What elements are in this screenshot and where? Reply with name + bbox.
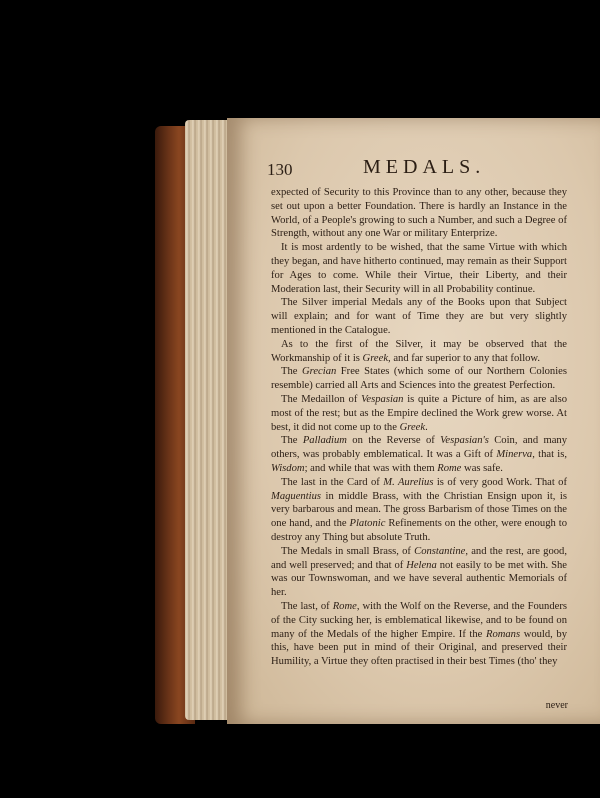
italic-text: Grecian: [301, 366, 337, 378]
italic-text: Maguentius: [271, 490, 322, 502]
text-run: expected of Security to this Province than to any other, because they set out upon a better Foundation. There is hardly an Instance in the World, of a People's growing to such a Number, and such a Degree of Strength, without any one War or military Enterprize.: [271, 187, 567, 240]
text-run: would, by this, have been put in mind of their Original, and preserved their Humility, a Virtue they often practised in their best Times (tho' they: [271, 628, 567, 668]
text-run: The Medals in small Brass, of: [281, 545, 415, 557]
text-run: The Silver imperial Medals any of the Books upon that Subject will explain; and for want of Time they are but very slightly mentioned in the Catalogue.: [271, 297, 567, 336]
italic-text: Rome: [332, 600, 357, 612]
italic-text: Palladium: [302, 435, 347, 447]
italic-text: Wisdom: [271, 462, 305, 474]
italic-text: Greek: [362, 352, 389, 364]
text-run: The last, of: [281, 600, 333, 612]
page-body-text: [271, 186, 567, 669]
page-number: 130: [267, 160, 293, 179]
page-header: [267, 156, 570, 184]
italic-text: M. Aurelius: [383, 476, 434, 488]
text-run: , with the Wolf on the Reverse, and the Founders of the City sucking her, is emblematical likewise, and to be found on many of the Medals of the higher Empire. If the: [271, 600, 567, 640]
paragraph: [271, 600, 567, 669]
italic-text: Platonic: [349, 518, 386, 530]
running-title: MEDALS.: [363, 156, 486, 178]
paragraph: [271, 186, 567, 241]
italic-text: Romans: [485, 628, 521, 640]
text-run: Refinements on the other, were enough to destroy any Thing but absolute Truth.: [271, 518, 567, 543]
text-run: The: [281, 435, 303, 447]
catchword: never: [545, 700, 568, 711]
text-run: The Medaillon of: [281, 393, 362, 405]
text-run: in middle Brass, with the Christian Ensign upon it, is very barbarous and mean. The gross Barbarism of those Times on the one hand, and the: [271, 490, 567, 530]
text-run: was safe.: [461, 462, 503, 474]
italic-text: Minerva: [496, 449, 533, 461]
text-run: Coin, and many others, was probably emblematical. It was a Gift of: [271, 435, 567, 461]
text-run: As to the first of the Silver, it may be observed that the Workmanship of it is: [271, 338, 567, 364]
paragraph: [271, 434, 567, 475]
italic-text: Rome: [437, 462, 462, 474]
paragraph: [271, 476, 567, 545]
text-run: Free States (which some of our Northern Colonies resemble) carried all Arts and Sciences into the greatest Perfection.: [271, 366, 567, 392]
text-run: , that is,: [532, 449, 567, 461]
paragraph: [271, 241, 567, 296]
italic-text: Greek: [399, 421, 426, 433]
text-run: The last in the Card of: [281, 476, 384, 488]
paragraph: [271, 545, 567, 600]
paragraph: [271, 296, 567, 337]
italic-text: Constantine: [414, 545, 466, 557]
text-run: The: [281, 366, 302, 378]
open-book: [155, 118, 600, 724]
text-run: is quite a Picture of him, as are also most of the rest; but as the Empire declined the Work grew worse. At best, it did not come up to the: [271, 393, 567, 433]
text-run: , and the rest, are good, and well preserved; and that of: [271, 545, 567, 571]
text-run: It is most ardently to be wished, that the same Virtue with which they began, and have hitherto continued, may remain as their Support for Ages to come. While their Virtue, their Liberty, and their Moderation last, their Security will in all Probability continue.: [271, 242, 567, 295]
italic-text: Vespasian's: [440, 435, 489, 447]
text-run: on the Reverse of: [346, 435, 441, 447]
italic-text: Helena: [406, 559, 437, 571]
paragraph: [271, 393, 567, 434]
text-run: , and far superior to any that follow.: [388, 352, 541, 364]
text-run: is of very good Work. That of: [433, 476, 568, 488]
text-run: .: [425, 421, 428, 433]
italic-text: Vespasian: [361, 393, 404, 405]
text-run: not easily to be met with. She was our Townswoman, and we have several authentic Memorials of her.: [271, 559, 567, 599]
paragraph: [271, 338, 567, 366]
paragraph: [271, 365, 567, 393]
text-run: ; and while that was with them: [304, 462, 438, 474]
book-page: [227, 118, 600, 724]
